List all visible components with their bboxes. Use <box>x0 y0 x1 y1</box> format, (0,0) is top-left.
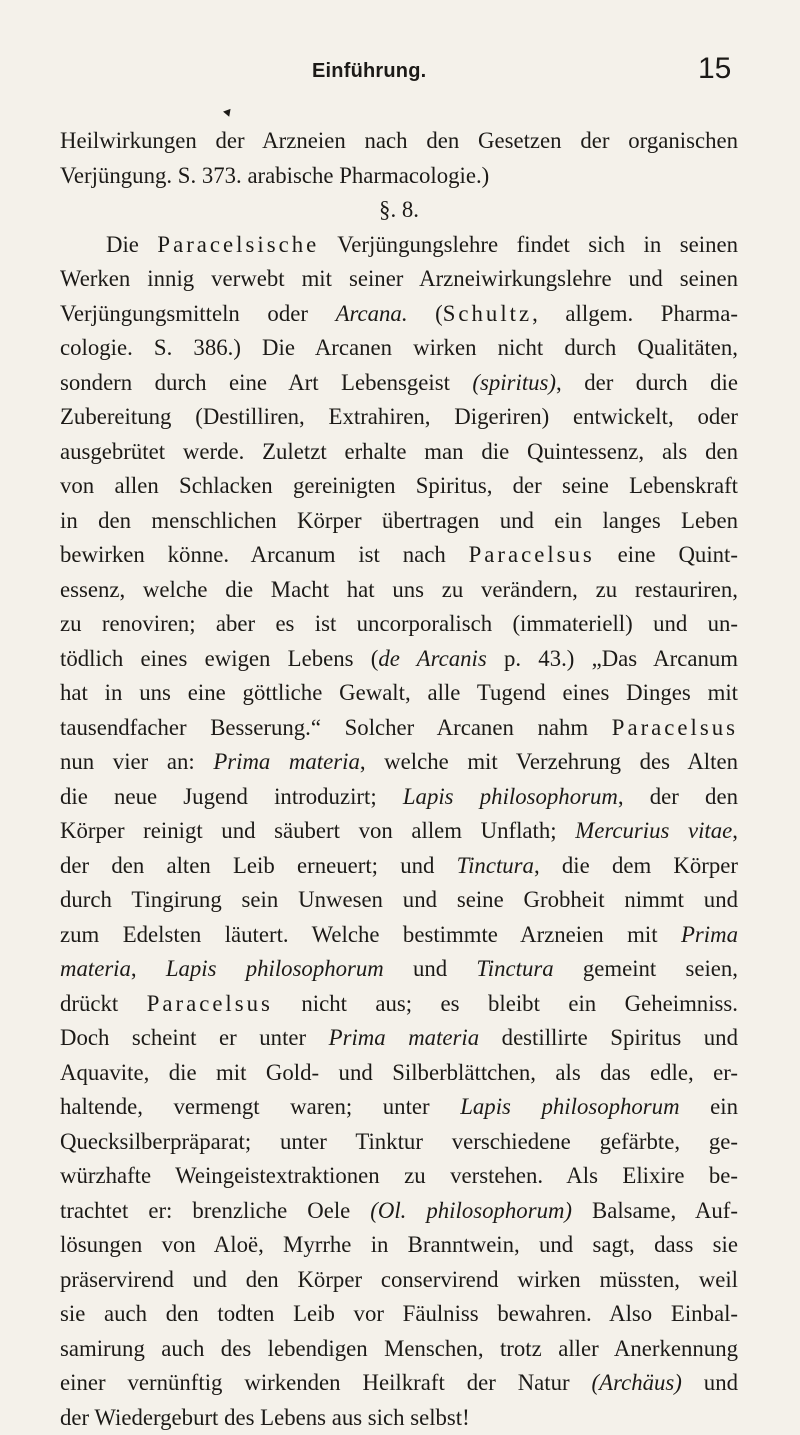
emphasized-name: Paracelsus <box>612 715 738 740</box>
emphasized-name: Paracelsus <box>147 991 273 1016</box>
text-line: trachtet er: brenzliche Oele (Ol. philosophorum) Balsame, Auf- <box>60 1194 738 1229</box>
text-line: Zubereitung (Destilliren, Extrahiren, Digeriren) entwickelt, oder <box>60 400 738 435</box>
printer-mark-icon <box>223 109 233 118</box>
text-line: lösungen von Aloë, Myrrhe in Branntwein, und sagt, dass sie <box>60 1228 738 1263</box>
text-line: der Wiedergeburt des Lebens aus sich selbst! <box>60 1401 738 1435</box>
text-line: Heilwirkungen der Arzneien nach den Gesetzen der organischen <box>60 124 738 159</box>
text-line: Quecksilberpräparat; unter Tinktur verschiedene gefärbte, ge- <box>60 1125 738 1160</box>
text-line: durch Tingirung sein Unwesen und seine Grobheit nimmt und <box>60 883 738 918</box>
italic-term: Arcana. <box>336 301 408 326</box>
text-line: nun vier an: Prima materia, welche mit Verzehrung des Alten <box>60 745 738 780</box>
body-text <box>60 124 738 1435</box>
italic-term: (Archäus) <box>592 1370 682 1395</box>
text-line: Doch scheint er unter Prima materia destillirte Spiritus und <box>60 1021 738 1056</box>
italic-term: Prima materia <box>329 1025 479 1050</box>
text-line: sondern durch eine Art Lebensgeist (spiritus), der durch die <box>60 366 738 401</box>
text-line: cologie. S. 386.) Die Arcanen wirken nicht durch Qualitäten, <box>60 331 738 366</box>
italic-term: Mercurius vitae <box>575 818 732 843</box>
italic-term: Prima materia <box>213 749 360 774</box>
text-line: bewirken könne. Arcanum ist nach Paracelsus eine Quint- <box>60 538 738 573</box>
text-line: Werken innig verwebt mit seiner Arzneiwirkungslehre und seinen <box>60 262 738 297</box>
text-line: samirung auch des lebendigen Menschen, trotz aller Anerkennung <box>60 1332 738 1367</box>
emphasized-name: Paracelsische <box>157 232 319 257</box>
italic-term: Tinctura <box>457 853 534 878</box>
text-line: von allen Schlacken gereinigten Spiritus, der seine Lebenskraft <box>60 469 738 504</box>
text-line: Verjüngungsmitteln oder Arcana. (Schultz, allgem. Pharma- <box>60 297 738 332</box>
text-line: tausendfacher Besserung.“ Solcher Arcanen nahm Paracelsus <box>60 711 738 746</box>
text-line: in den menschlichen Körper übertragen und ein langes Leben <box>60 504 738 539</box>
text-line: haltende, vermengt waren; unter Lapis philosophorum ein <box>60 1090 738 1125</box>
text-line: essenz, welche die Macht hat uns zu verändern, zu restauriren, <box>60 573 738 608</box>
text-line: sie auch den todten Leib vor Fäulniss bewahren. Also Einbal- <box>60 1297 738 1332</box>
text-line: Die Paracelsische Verjüngungslehre findet sich in seinen <box>60 228 738 263</box>
text-line: einer vernünftig wirkenden Heilkraft der Natur (Archäus) und <box>60 1366 738 1401</box>
italic-term: (spiritus) <box>472 370 556 395</box>
text-line: tödlich eines ewigen Lebens (de Arcanis p. 43.) „Das Arcanum <box>60 642 738 677</box>
running-head <box>0 58 800 98</box>
italic-term: de Arcanis <box>378 646 486 671</box>
running-head-title: Einführung. <box>312 60 426 83</box>
section-heading: §. 8. <box>60 193 738 228</box>
italic-term: materia <box>60 956 131 981</box>
text-line: zum Edelsten läutert. Welche bestimmte Arzneien mit Prima <box>60 918 738 953</box>
text-line: Verjüngung. S. 373. arabische Pharmacologie.) <box>60 159 738 194</box>
text-line: Körper reinigt und säubert von allem Unflath; Mercurius vitae, <box>60 814 738 849</box>
text-line: hat in uns eine göttliche Gewalt, alle Tugend eines Dinges mit <box>60 676 738 711</box>
italic-term: Lapis philosophorum <box>460 1094 679 1119</box>
text-line: ausgebrütet werde. Zuletzt erhalte man die Quintessenz, als den <box>60 435 738 470</box>
text-line: drückt Paracelsus nicht aus; es bleibt ein Geheimniss. <box>60 987 738 1022</box>
text-line: würzhafte Weingeistextraktionen zu verstehen. Als Elixire be- <box>60 1159 738 1194</box>
italic-term: Prima <box>681 922 738 947</box>
emphasized-name: Schultz <box>443 301 532 326</box>
text-line: zu renoviren; aber es ist uncorporalisch (immateriell) und un- <box>60 607 738 642</box>
page-number: 15 <box>698 52 731 86</box>
text-line: Aquavite, die mit Gold- und Silberblättchen, als das edle, er- <box>60 1056 738 1091</box>
text-line: die neue Jugend introduzirt; Lapis philosophorum, der den <box>60 780 738 815</box>
text-line: materia, Lapis philosophorum und Tinctura gemeint seien, <box>60 952 738 987</box>
italic-term: Lapis philosophorum <box>166 956 384 981</box>
italic-term: Tinctura <box>476 956 553 981</box>
text-line: präservirend und den Körper conservirend wirken müssten, weil <box>60 1263 738 1298</box>
italic-term: Lapis philosophorum <box>403 784 618 809</box>
italic-term: (Ol. philosophorum) <box>370 1198 572 1223</box>
text-line: der den alten Leib erneuert; und Tinctura, die dem Körper <box>60 849 738 884</box>
emphasized-name: Paracelsus <box>469 542 595 567</box>
